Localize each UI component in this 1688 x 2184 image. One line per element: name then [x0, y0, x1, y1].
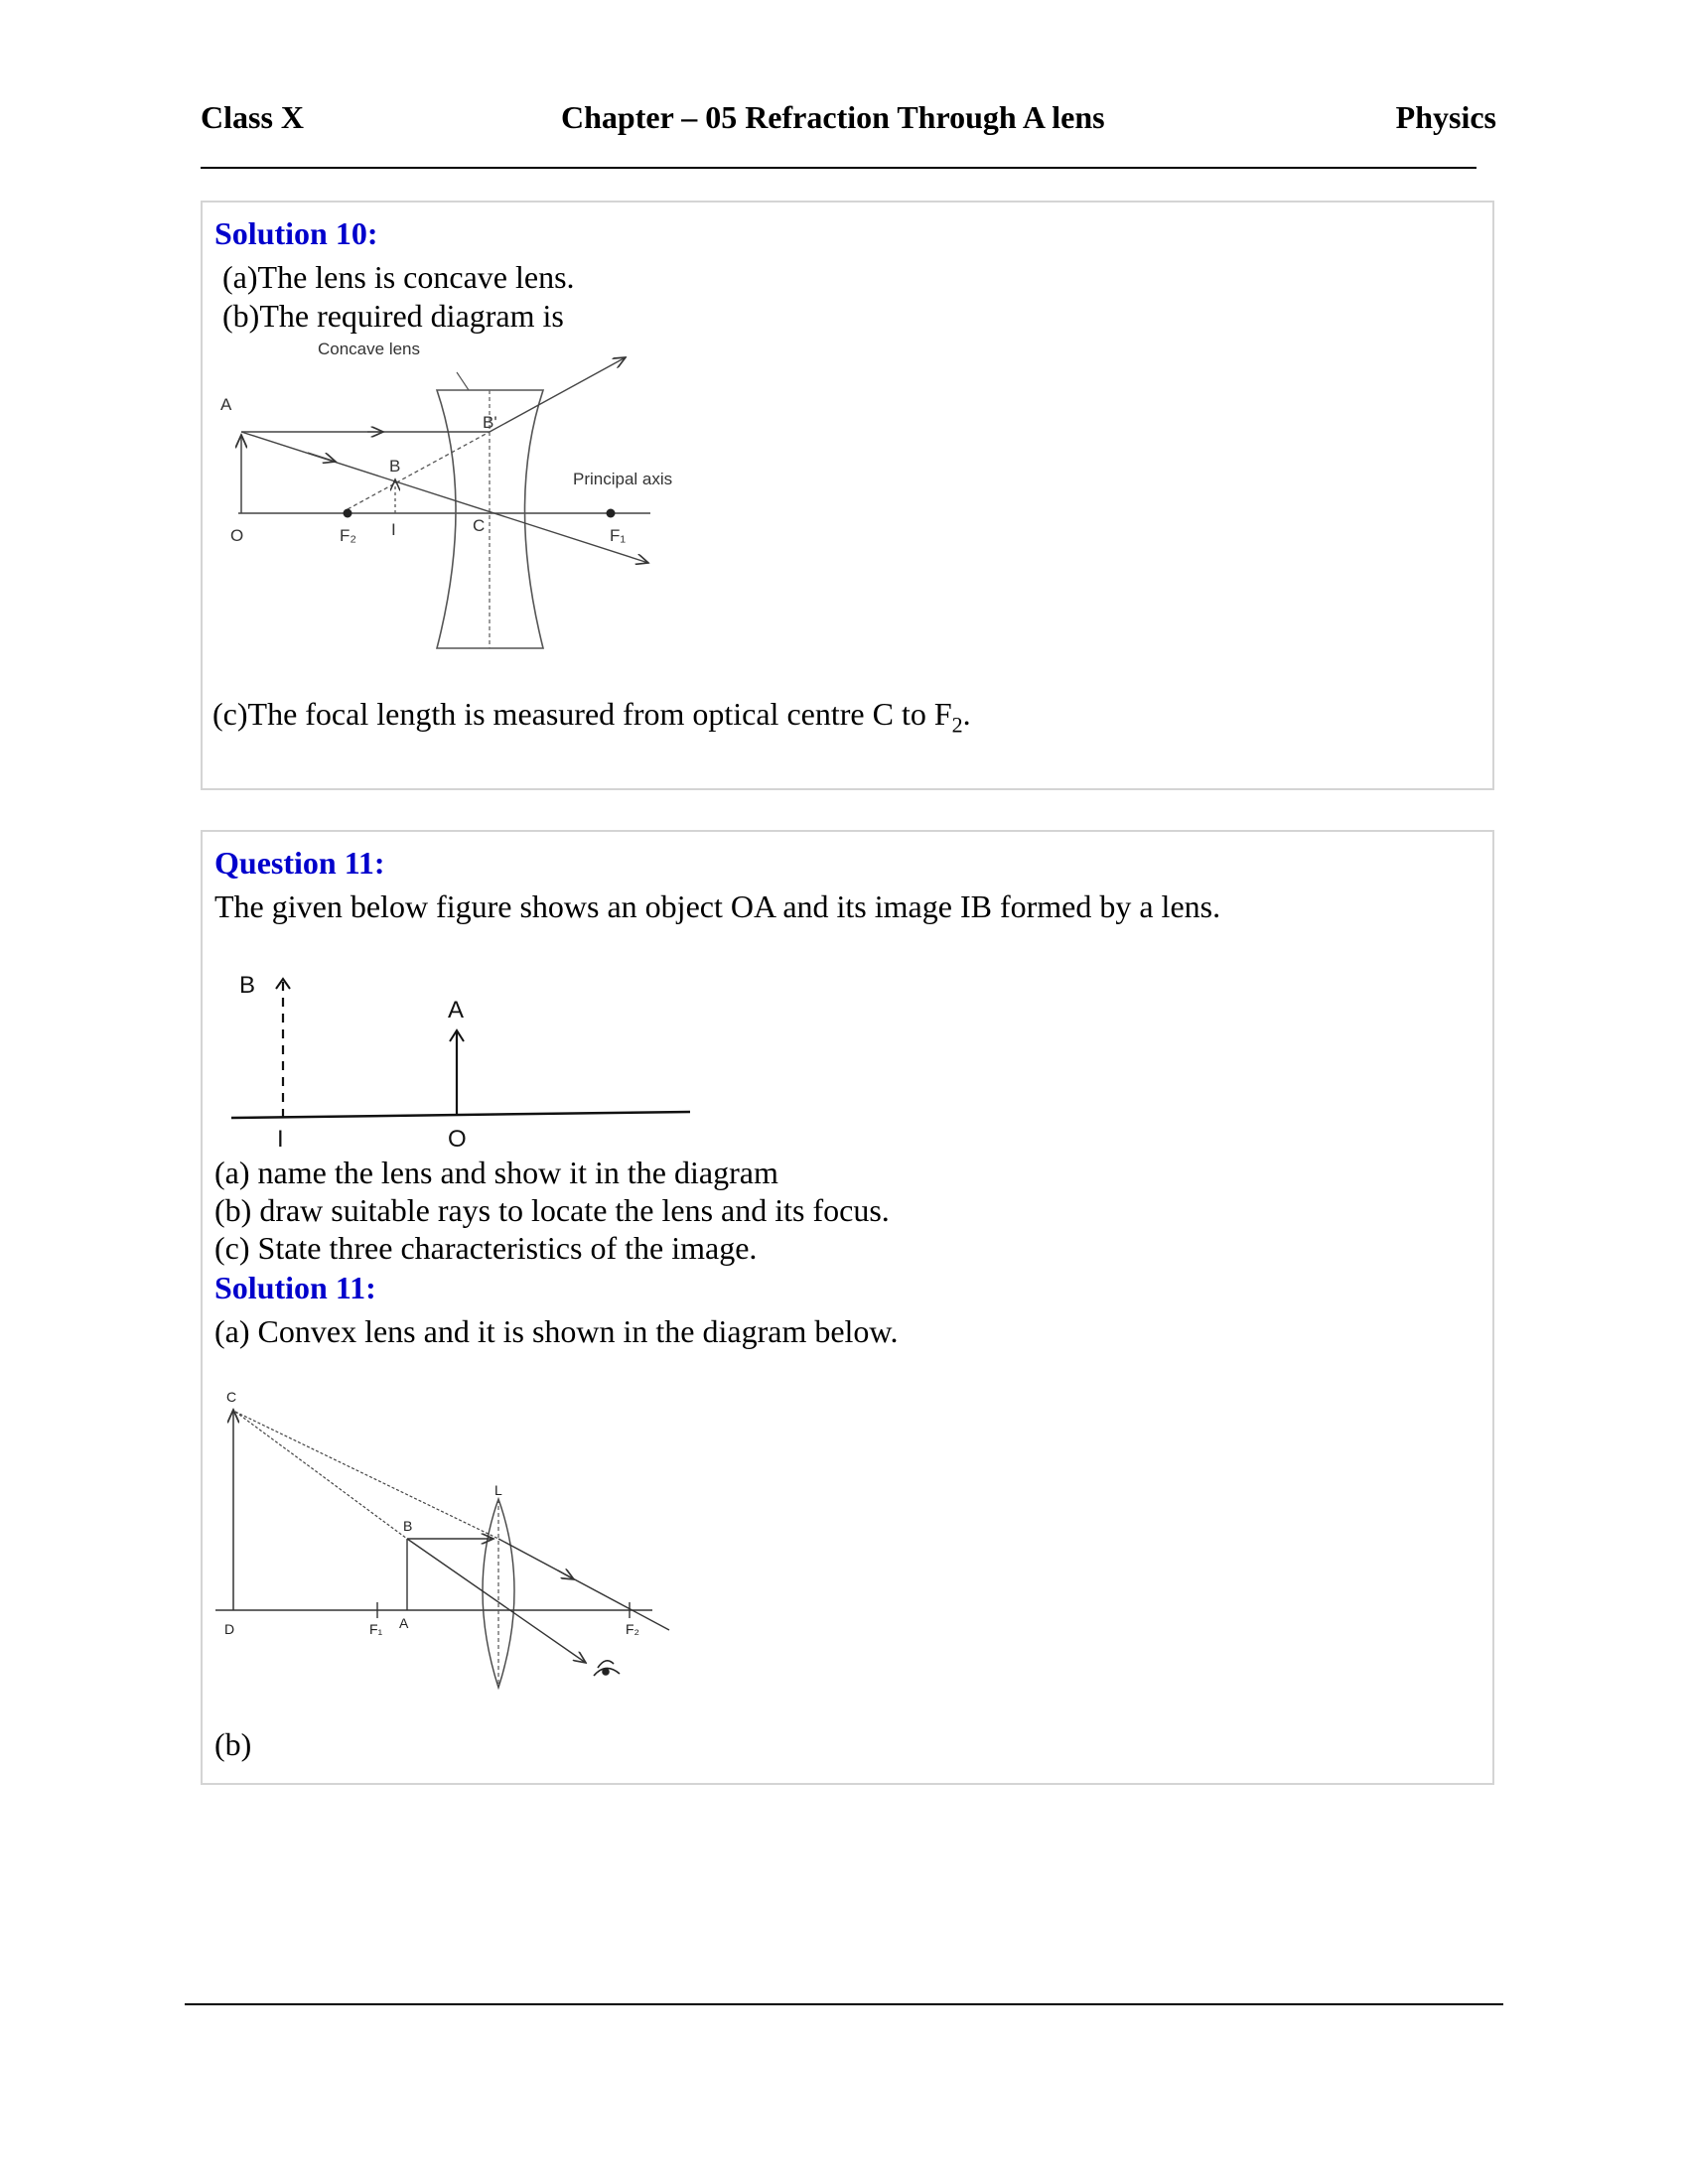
convex-lens-diagram	[211, 1380, 687, 1698]
ray-through-centre	[407, 1539, 586, 1663]
virtual-ray-2	[235, 1412, 407, 1539]
header-chapter: Chapter – 05 Refraction Through A lens	[561, 99, 1105, 135]
question-11-title: Question 11:	[214, 845, 385, 881]
label-B: B	[403, 1518, 413, 1534]
ray-through-centre	[241, 432, 648, 563]
concave-lens-diagram	[209, 333, 705, 660]
header-class: Class X	[201, 99, 305, 135]
header-rule	[201, 167, 1477, 169]
question-11-part-b: (b) draw suitable rays to locate the lens and its focus.	[214, 1192, 890, 1228]
question-11-part-a: (a) name the lens and show it in the diagram	[214, 1155, 778, 1190]
solution-10-part-b: (b)The required diagram is	[222, 298, 564, 334]
header-subject: Physics	[1395, 99, 1496, 135]
question-11-part-c: (c) State three characteristics of the image.	[214, 1230, 758, 1266]
label-O: O	[230, 526, 244, 545]
label-L: L	[494, 1482, 502, 1498]
label-B: B	[389, 457, 401, 476]
label-F1: F₁	[369, 1621, 383, 1637]
solution-11-title: Solution 11:	[214, 1270, 376, 1305]
focus-f2-dot	[344, 509, 352, 518]
label-D: D	[224, 1621, 235, 1637]
label-principal-axis: Principal axis	[573, 470, 673, 488]
eye-icon	[594, 1661, 620, 1676]
ray-virtual-extension	[348, 432, 490, 509]
solution-10-part-c: (c)The focal length is measured from optical centre C to $F_2$.	[212, 696, 971, 738]
label-A: A	[448, 997, 465, 1024]
label-F1: F₁	[610, 526, 627, 545]
solution-10-part-a: (a)The lens is concave lens.	[222, 259, 575, 295]
label-C: C	[226, 1389, 237, 1405]
axis-line	[231, 1112, 690, 1118]
label-I: I	[277, 1126, 284, 1152]
label-I: I	[391, 520, 396, 539]
label-O: O	[448, 1126, 467, 1152]
solution-11-part-b: (b)	[214, 1726, 252, 1762]
solution-11-part-a: (a) Convex lens and it is shown in the diagram below.	[214, 1313, 899, 1349]
label-A: A	[399, 1615, 409, 1631]
caption-concave-lens: Concave lens	[318, 340, 421, 358]
object-image-diagram	[223, 963, 700, 1152]
label-C: C	[473, 516, 486, 535]
label-A: A	[220, 395, 232, 414]
focus-f1-dot	[607, 509, 616, 518]
ray-diverging	[490, 357, 626, 432]
label-F2: F₂	[340, 526, 356, 545]
label-B-prime: B'	[483, 413, 497, 432]
label-F2: F₂	[626, 1621, 639, 1637]
ray-through-f2	[498, 1539, 669, 1630]
question-11-statement: The given below figure shows an object OA and its image IB formed by a lens.	[214, 888, 1221, 924]
virtual-ray-1	[235, 1412, 498, 1539]
solution-10-title: Solution 10:	[214, 215, 378, 251]
footer-rule	[185, 2003, 1503, 2005]
label-B: B	[239, 972, 256, 999]
